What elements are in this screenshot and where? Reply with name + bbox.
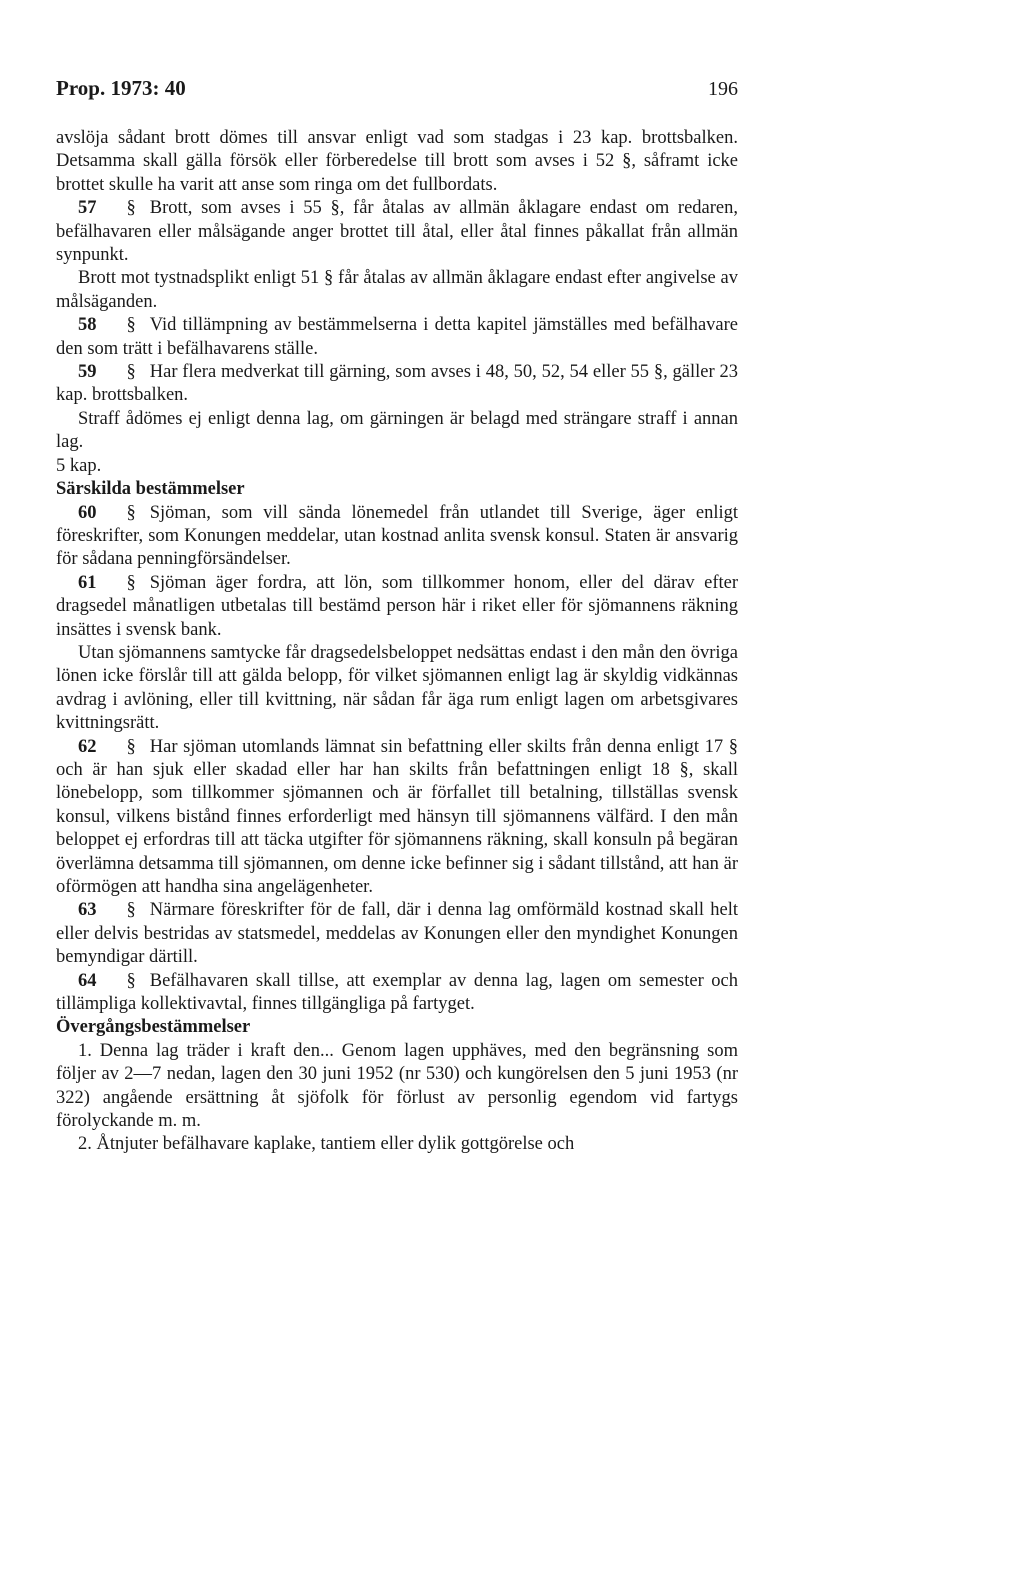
section-number: 63 bbox=[78, 900, 97, 921]
section-57 bbox=[56, 197, 738, 267]
section-text: Sjöman, som vill sända lönemedel från utlandet till Sverige, äger enligt föreskrifter, som Konungen meddelar, utan kostnad anlita svensk konsul. Staten är ansvarig för sådana penningförsändelser. bbox=[56, 502, 738, 570]
section-text: Sjöman äger fordra, att lön, som tillkommer honom, eller del därav efter dragsedel månatligen utbetalas till bestämd person här i riket eller för sjömannens räkning insättes i svensk bank. bbox=[56, 572, 738, 640]
section-62 bbox=[56, 736, 738, 900]
publication-reference: Prop. 1973: 40 bbox=[56, 76, 186, 100]
section-number: 60 bbox=[78, 502, 97, 523]
section-number: 62 bbox=[78, 736, 97, 757]
section-text: Befälhavaren skall tillse, att exemplar av denna lag, lagen om semester och tillämpliga kollektivavtal, finnes tillgängliga på fartyget. bbox=[56, 970, 738, 1015]
section-text: Har sjöman utomlands lämnat sin befattning eller skilts från denna enligt 17 § och är han sjuk eller skadad eller har han skilts från befattningen enligt 18 §, skall lönebelopp, som tillkommer sjömannen och är förfallet till betalning, tillställas svensk konsul, vilkens bistånd finnes erforderligt med hänsyn till sjömannens välfärd. I den mån beloppet ej erfordras till att täcka utgifter för sjömannens räkning, skall konsuln på begäran överlämna detsamma till sjömannen, om denne icke befinner sig i sådant tillstånd, att han är oförmögen att handha sina angelägenheter. bbox=[56, 736, 738, 897]
chapter-title: Särskilda bestämmelser bbox=[56, 479, 245, 500]
section-sign: § bbox=[126, 315, 136, 336]
section-number: 57 bbox=[78, 198, 97, 219]
section-number: 64 bbox=[78, 970, 97, 991]
section-64 bbox=[56, 970, 738, 1017]
section-sign: § bbox=[126, 198, 136, 219]
section-61-paragraph-2: Utan sjömannens samtycke får dragsedelsbeloppet nedsättas endast i den mån den övriga lönen icke förslår till att gälda belopp, för vilket sjömannen enligt lag är skyldig vidkännas avdrag i avlöning, eller till kvittning, när sådan får äga rum enligt lagen om arbetsgivares kvittningsrätt. bbox=[56, 642, 738, 734]
section-sign: § bbox=[126, 362, 136, 383]
section-text: Vid tillämpning av bestämmelserna i detta kapitel jämställes med befälhavare den som trätt i befälhavarens ställe. bbox=[56, 315, 738, 359]
section-text: Har flera medverkat till gärning, som avses i 48, 50, 52, 54 eller 55 §, gäller 23 kap. brottsbalken. bbox=[56, 362, 738, 406]
section-61 bbox=[56, 572, 738, 642]
section-sign: § bbox=[126, 572, 136, 593]
section-number: 58 bbox=[78, 315, 97, 336]
transitional-item-2: 2. Åtnjuter befälhavare kaplake, tantiem eller dylik gottgörelse och bbox=[78, 1134, 575, 1155]
section-sign: § bbox=[126, 900, 136, 921]
page-number: 196 bbox=[708, 78, 738, 100]
section-sign: § bbox=[126, 736, 136, 757]
section-57-paragraph-2: Brott mot tystnadsplikt enligt 51 § får åtalas av allmän åklagare endast efter angivelse av målsäganden. bbox=[56, 268, 738, 312]
document-body bbox=[56, 127, 738, 1157]
section-text: Närmare föreskrifter för de fall, där i denna lag omförmäld kostnad skall helt eller delvis bestridas av statsmedel, meddelas av Konungen eller den myndighet Konungen bemyndigar därtill. bbox=[56, 900, 738, 968]
section-sign: § bbox=[126, 970, 136, 991]
section-59 bbox=[56, 361, 738, 408]
section-sign: § bbox=[126, 502, 136, 523]
section-number: 61 bbox=[78, 572, 97, 593]
section-60 bbox=[56, 502, 738, 572]
section-text: Brott, som avses i 55 §, får åtalas av allmän åklagare endast om redaren, befälhavaren eller målsägande anger brottet till åtal, eller åtal finnes påkallat från allmän synpunkt. bbox=[56, 198, 738, 266]
paragraph-continued: avslöja sådant brott dömes till ansvar enligt vad som stadgas i 23 kap. brottsbalken. Detsamma skall gälla försök eller förberedelse till brott som avses i 52 §, såframt icke brottet skulle ha varit att anse som ringa om det fullbordats. bbox=[56, 128, 738, 195]
transitional-provisions-title: Övergångsbestämmelser bbox=[56, 1017, 251, 1038]
chapter-label: 5 kap. bbox=[56, 455, 102, 476]
section-63 bbox=[56, 899, 738, 969]
section-59-paragraph-2: Straff ådömes ej enligt denna lag, om gärningen är belagd med strängare straff i annan lag. bbox=[56, 408, 738, 453]
transitional-item-1: 1. Denna lag träder i kraft den... Genom lagen upphäves, med den begränsning som följer av 2—7 nedan, lagen den 30 juni 1952 (nr 530) och kungörelsen den 5 juni 1953 (nr 322) angående ersättning åt sjöfolk för förlust av personlig egendom vid fartygs förolyckande m. m. bbox=[56, 1040, 738, 1132]
section-number: 59 bbox=[78, 362, 97, 383]
section-58 bbox=[56, 314, 738, 361]
page-header bbox=[56, 76, 738, 106]
